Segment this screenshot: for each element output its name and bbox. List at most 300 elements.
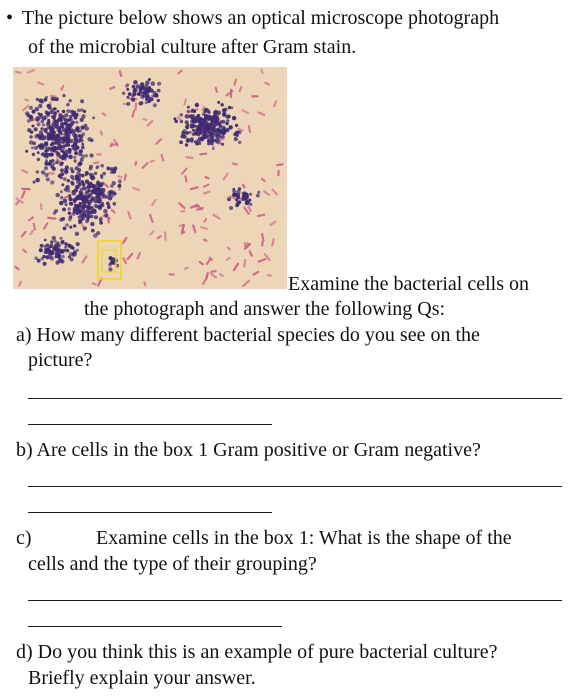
coccus-cell [50,143,53,146]
coccus-cell [197,114,201,118]
coccus-cell [88,189,91,192]
coccus-cell [44,245,47,248]
coccus-cell [202,130,206,134]
coccus-cell [221,120,225,124]
coccus-cell [118,184,122,188]
coccus-cell [62,110,65,113]
coccus-cell [53,107,56,110]
rod-cell [277,170,280,177]
coccus-cell [66,103,69,106]
coccus-cell [185,114,190,119]
coccus-cell [67,244,70,247]
coccus-cell [81,143,84,146]
coccus-cell [215,119,219,123]
coccus-cell [195,103,199,107]
coccus-cell [229,126,232,129]
coccus-cell [44,153,48,157]
coccus-cell [68,194,71,197]
coccus-cell [47,120,50,123]
coccus-cell [63,177,67,181]
coccus-cell [134,89,138,93]
coccus-cell [68,148,72,152]
coccus-cell [54,97,58,101]
coccus-cell [110,184,114,188]
coccus-cell [68,207,71,210]
coccus-cell [90,209,94,213]
coccus-cell [180,120,183,123]
coccus-cell [61,251,64,254]
coccus-cell [77,134,81,138]
coccus-cell [147,99,151,103]
coccus-cell [214,130,217,133]
coccus-cell [68,218,71,221]
coccus-cell [111,190,115,194]
coccus-cell [126,102,130,106]
coccus-cell [50,165,54,169]
coccus-cell [38,104,42,108]
coccus-cell [221,143,224,146]
coccus-cell [75,121,78,124]
coccus-cell [190,139,194,143]
coccus-cell [157,82,161,86]
coccus-cell [53,117,56,120]
coccus-cell [61,255,65,259]
coccus-cell [63,199,68,204]
coccus-cell [75,166,79,170]
coccus-cell [229,206,233,210]
coccus-cell [51,159,54,162]
coccus-cell [47,126,50,129]
coccus-cell [174,117,177,120]
instruction-line-1: Examine the bacterial cells on [288,273,530,295]
coccus-cell [44,166,48,170]
coccus-cell [36,98,39,101]
coccus-cell [122,92,125,95]
coccus-cell [136,84,141,89]
coccus-cell [52,236,56,240]
coccus-cell [74,209,78,213]
coccus-cell [232,188,235,191]
coccus-cell [189,131,192,134]
coccus-cell [180,113,183,116]
coccus-cell [81,154,85,158]
coccus-cell [73,252,77,256]
coccus-cell [73,159,76,162]
coccus-cell [238,130,242,134]
coccus-cell [96,231,100,235]
coccus-cell [207,117,210,120]
coccus-cell [55,125,59,129]
coccus-cell [112,169,116,173]
coccus-cell [38,136,42,140]
coccus-cell [151,81,156,86]
coccus-cell [191,117,194,120]
coccus-cell [179,140,183,144]
coccus-cell [187,110,190,113]
coccus-cell [73,156,76,159]
coccus-cell [38,115,43,120]
coccus-cell [65,203,68,206]
coccus-cell [81,114,85,118]
coccus-cell [81,174,85,178]
coccus-cell [56,193,60,197]
coccus-cell [242,191,246,195]
coccus-cell [256,194,260,198]
coccus-cell [69,226,72,229]
coccus-cell [96,165,99,168]
coccus-cell [84,191,88,195]
coccus-cell [87,137,91,141]
coccus-cell [205,109,209,113]
coccus-cell [236,202,240,206]
coccus-cell [83,187,86,190]
coccus-cell [64,242,67,245]
coccus-cell [59,218,63,222]
coccus-cell [61,162,64,165]
coccus-cell [230,106,233,109]
coccus-cell [60,177,63,180]
coccus-cell [49,154,52,157]
coccus-cell [67,143,70,146]
coccus-cell [87,212,90,215]
question-a-line-1: a) How many different bacterial species do you see on the [16,324,480,346]
coccus-cell [56,241,59,244]
coccus-cell [90,222,94,226]
bullet-point: • [6,7,14,29]
coccus-cell [210,133,213,136]
coccus-cell [235,193,238,196]
coccus-cell [216,135,219,138]
coccus-cell [29,106,33,110]
coccus-cell [195,120,198,123]
coccus-cell [100,164,104,168]
coccus-cell [87,218,90,221]
coccus-cell [99,221,103,225]
coccus-cell [64,245,67,248]
coccus-cell [32,110,35,113]
coccus-cell [107,191,111,195]
coccus-cell [81,146,85,150]
coccus-cell [51,250,54,253]
coccus-cell [29,140,33,144]
coccus-cell [32,153,35,156]
coccus-cell [32,125,35,128]
coccus-cell [60,190,63,193]
coccus-cell [78,216,81,219]
coccus-cell [76,249,79,252]
coccus-cell [100,176,103,179]
coccus-cell [83,226,87,230]
coccus-cell [133,80,137,84]
coccus-cell [60,259,64,263]
coccus-cell [126,96,129,99]
coccus-cell [92,116,95,119]
coccus-cell [72,177,75,180]
coccus-cell [77,109,81,113]
coccus-cell [139,89,142,92]
coccus-cell [70,257,74,261]
answer-line-a-1[interactable] [28,398,562,399]
coccus-cell [195,142,198,145]
coccus-cell [44,98,48,102]
coccus-cell [105,195,109,199]
coccus-cell [63,249,66,252]
coccus-cell [60,132,63,135]
coccus-cell [153,103,157,107]
rod-cell [21,188,31,191]
coccus-cell [72,192,76,196]
rod-cell [261,241,263,247]
coccus-cell [55,260,59,264]
coccus-cell [249,193,252,196]
coccus-cell [71,121,75,125]
coccus-cell [69,202,73,206]
coccus-cell [29,135,32,138]
coccus-cell [100,185,103,188]
coccus-cell [79,192,83,196]
coccus-cell [203,118,206,121]
coccus-cell [192,129,195,132]
coccus-cell [70,198,73,201]
coccus-cell [44,161,48,165]
coccus-cell [83,210,87,214]
coccus-cell [131,94,135,98]
coccus-cell [187,106,190,109]
coccus-cell [85,171,89,175]
coccus-cell [128,92,132,96]
question-d-line-2: Briefly explain your answer. [28,667,256,689]
coccus-cell [102,172,106,176]
answer-line-b-2[interactable] [28,512,272,513]
coccus-cell [217,140,221,144]
coccus-cell [39,248,43,252]
coccus-cell [77,162,82,167]
coccus-cell [245,201,249,205]
coccus-cell [85,126,89,130]
coccus-cell [244,197,247,200]
coccus-cell [70,167,74,171]
question-c-prefix: c) [16,527,32,549]
coccus-cell [58,136,63,141]
coccus-cell [70,110,74,114]
coccus-cell [66,109,70,113]
rod-cell [47,172,55,174]
coccus-cell [97,205,101,209]
coccus-cell [183,135,187,139]
coccus-cell [118,179,122,183]
coccus-cell [88,194,92,198]
rod-cell [230,89,232,99]
coccus-cell [73,224,76,227]
coccus-cell [42,124,45,127]
coccus-cell [202,113,205,116]
coccus-cell [60,172,64,176]
coccus-cell [222,112,226,116]
coccus-cell [85,179,89,183]
coccus-cell [75,177,79,181]
coccus-cell [34,128,37,131]
coccus-cell [68,212,71,215]
coccus-cell [90,153,94,157]
coccus-cell [75,232,79,236]
coccus-cell [113,202,117,206]
coccus-cell [85,214,89,218]
coccus-cell [227,197,231,201]
coccus-cell [79,202,82,205]
coccus-cell [257,191,260,194]
coccus-cell [202,134,205,137]
coccus-cell [190,120,193,123]
question-a-line-2: picture? [28,349,93,371]
coccus-cell [71,145,74,148]
coccus-cell [191,109,195,113]
coccus-cell [50,180,54,184]
answer-line-c-2[interactable] [28,626,282,627]
coccus-cell [30,130,34,134]
coccus-cell [93,189,96,192]
coccus-cell [249,203,252,206]
coccus-cell [86,205,90,209]
coccus-cell [50,256,55,261]
question-d-line-1: d) Do you think this is an example of pure bacterial culture? [16,641,498,663]
coccus-cell [69,117,73,121]
coccus-cell [94,172,97,175]
coccus-cell [64,113,68,117]
coccus-cell [47,135,51,139]
coccus-cell [62,94,65,97]
coccus-cell [34,256,38,260]
coccus-cell [185,143,188,146]
coccus-cell [98,194,101,197]
coccus-cell [51,147,55,151]
coccus-cell [107,204,110,207]
coccus-cell [73,115,77,119]
coccus-cell [91,177,94,180]
answer-line-a-2[interactable] [28,424,272,425]
intro-line-2: of the microbial culture after Gram stain. [28,36,357,58]
coccus-cell [62,147,65,150]
coccus-cell [65,223,69,227]
coccus-cell [52,120,55,123]
coccus-cell [103,209,108,214]
coccus-cell [41,170,45,174]
coccus-cell [232,116,236,120]
coccus-cell [60,196,63,199]
coccus-cell [94,199,98,203]
coccus-cell [89,183,93,187]
coccus-cell [190,124,194,128]
rod-cell [251,95,258,97]
intro-line-1: The picture below shows an optical microscope photograph [22,7,500,29]
coccus-cell [217,101,220,104]
coccus-cell [37,158,40,161]
answer-line-b-1[interactable] [28,486,562,487]
coccus-cell [157,99,160,102]
coccus-cell [82,202,86,206]
coccus-cell [73,198,77,202]
coccus-cell [55,249,59,253]
coccus-cell [157,89,161,93]
coccus-cell [235,124,238,127]
coccus-cell [63,157,67,161]
coccus-cell [54,138,58,142]
coccus-cell [94,191,98,195]
coccus-cell [186,131,189,134]
coccus-cell [54,245,58,249]
coccus-cell [65,169,69,173]
coccus-cell [82,182,85,185]
coccus-cell [69,125,72,128]
coccus-cell [147,87,151,91]
coccus-cell [42,255,45,258]
coccus-cell [221,103,224,106]
coccus-cell [61,125,65,129]
coccus-cell [225,122,228,125]
question-c-line-1: Examine cells in the box 1: What is the shape of the [96,527,512,549]
coccus-cell [49,128,53,132]
coccus-cell [78,197,82,201]
coccus-cell [207,140,210,143]
coccus-cell [211,118,215,122]
coccus-cell [63,227,67,231]
coccus-cell [54,240,57,243]
coccus-cell [80,99,84,103]
coccus-cell [79,220,82,223]
coccus-cell [209,142,212,145]
coccus-cell [55,160,59,164]
coccus-cell [238,141,241,144]
coccus-cell [31,146,34,149]
coccus-cell [186,123,189,126]
coccus-cell [68,99,71,102]
coccus-cell [61,141,64,144]
coccus-cell [140,95,144,99]
coccus-cell [83,195,87,199]
coccus-cell [66,188,70,192]
coccus-cell [234,137,238,141]
coccus-cell [126,84,129,87]
coccus-cell [64,118,67,121]
coccus-cell [41,100,44,103]
coccus-cell [96,181,100,185]
coccus-cell [46,247,49,250]
coccus-cell [79,149,83,153]
coccus-cell [40,127,43,130]
coccus-cell [35,178,40,183]
coccus-cell [58,147,62,151]
coccus-cell [76,242,80,246]
answer-line-c-1[interactable] [28,600,562,601]
coccus-cell [210,116,213,119]
coccus-cell [101,188,106,193]
coccus-cell [235,198,238,201]
coccus-cell [217,122,220,125]
microscope-photograph [13,67,287,289]
coccus-cell [104,213,108,217]
coccus-cell [222,130,226,134]
question-c-line-2: cells and the type of their grouping? [28,553,317,575]
coccus-cell [25,150,28,153]
coccus-cell [131,98,135,102]
coccus-cell [238,187,241,190]
coccus-cell [44,239,47,242]
coccus-cell [186,138,190,142]
coccus-cell [106,167,110,171]
coccus-cell [89,173,93,177]
coccus-cell [60,169,64,173]
coccus-cell [217,128,221,132]
coccus-cell [94,215,98,219]
